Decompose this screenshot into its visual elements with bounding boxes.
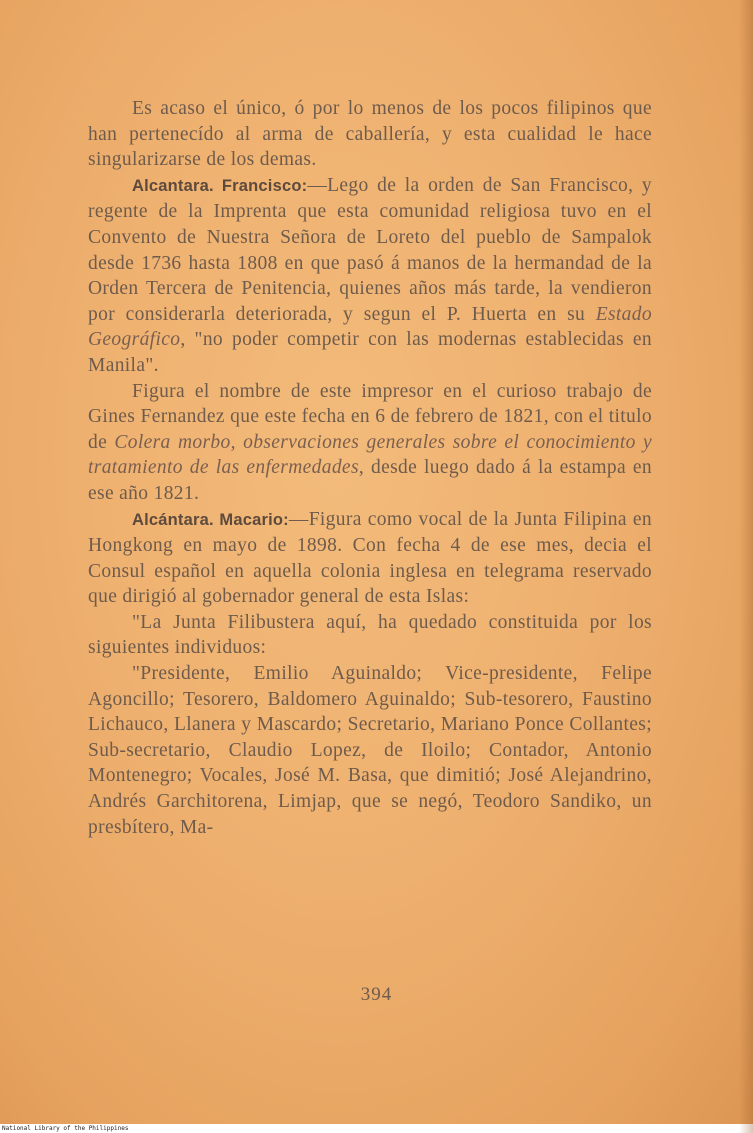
italic-title: Colera morbo, observaciones generales sobre el conocimiento y tratamiento de las enfermedades — [88, 431, 652, 479]
paragraph-text: , desde luego dado á la estampa en ese año 1821. — [88, 457, 652, 504]
paragraph-text: , "no poder competir con las modernas establecidas en Manila". — [88, 329, 652, 376]
paragraph-text: —Figura como vocal de la Junta Filipina en Hongkong en mayo de 1898. Con fecha 4 de ese mes, decia el Consul español en aquella colonia inglesa en telegrama reservado que dirigió al gobernador general de esta Islas: — [88, 508, 652, 608]
paragraph-text: "La Junta Filibustera aquí, ha quedado constituida por los siguientes individuos: — [88, 611, 652, 659]
italic-title: Estado Geográfico — [88, 303, 652, 351]
paragraph-text: Es acaso el único, ó por lo menos de los pocos filipinos que han pertenecído al arma de caballería, y esta cualidad le hace singularizarse de los demas. — [88, 98, 652, 171]
entry-heading: Alcántara. Macario: — [132, 510, 289, 529]
paragraph — [88, 173, 652, 379]
paragraph — [88, 610, 652, 661]
footer-credit: National Library of the Philippines — [0, 1124, 753, 1133]
paragraph-text: "Presidente, Emilio Aguinaldo; Vice-presidente, Felipe Agoncillo; Tesorero, Baldomero Aguinaldo; Sub-tesorero, Faustino Lichauco, Llanera y Mascardo; Secretario, Mariano Ponce Collantes; Sub-secretario, Claudio Lopez, de Iloilo; Contador, Antonio Montenegro; Vocales, José M. Basa, que dimitió; José Alejandrino, Andrés Garchitorena, Limjap, que se negó, Teodoro Sandiko, un presbítero, Ma- — [88, 663, 652, 838]
paragraph — [88, 661, 652, 840]
page-body — [88, 96, 652, 840]
paragraph-text: —Lego de la orden de San Francisco, y regente de la Imprenta que esta comunidad religiosa tuvo en el Convento de Nuestra Señora de Loreto del pueblo de Sampalok desde 1736 hasta 1808 en que pasó á manos de la hermandad de la Orden Tercera de Penitencia, quienes años más tarde, la vendieron por considerarla deteriorada, y segun el P. Huerta en su — [88, 174, 652, 325]
entry-heading: Alcantara. Francisco: — [132, 176, 308, 195]
paragraph — [88, 96, 652, 173]
paragraph-text: Figura el nombre de este impresor en el curioso trabajo de Gines Fernandez que este fecha en 6 de febrero de 1821, con el titulo de — [88, 380, 652, 453]
paragraph — [88, 379, 652, 507]
page-number: 394 — [360, 984, 393, 1005]
paragraph — [88, 507, 652, 610]
